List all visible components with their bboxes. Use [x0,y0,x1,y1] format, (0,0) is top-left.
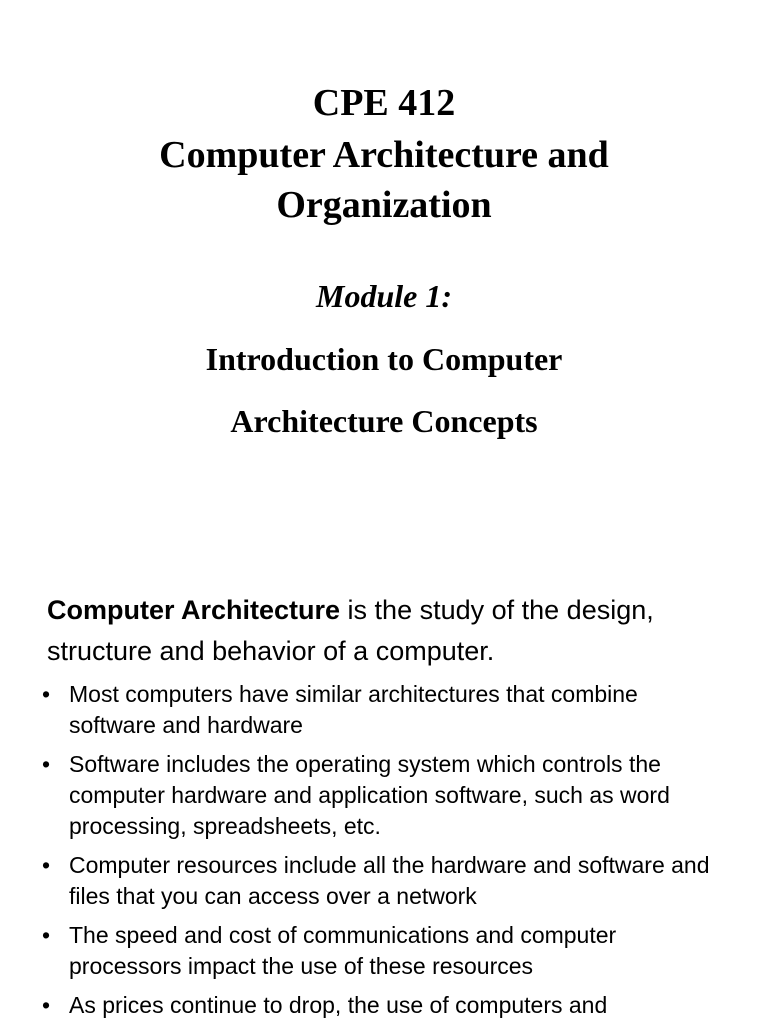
bullet-icon: • [42,751,51,777]
bullet-icon: • [42,852,51,878]
bullet-icon: • [42,922,51,948]
list-item-text: As prices continue to drop, the use of computers and [69,992,608,1018]
list-item [40,679,730,741]
list-item-text: Computer resources include all the hardware and software and files that you can access over a network [69,852,710,909]
bullet-icon: • [42,681,51,707]
module-label: Module 1: [316,278,452,314]
module-title-line-1: Introduction to Computer [205,341,563,377]
course-title: Computer Architecture and Organization [159,134,609,226]
list-item-text: Software includes the operating system which controls the computer hardware and application software, such as word processing, spreadsheets, etc. [69,751,670,839]
list-item [40,850,730,912]
intro-paragraph [47,590,727,672]
content-slide [0,560,768,1024]
bullet-icon: • [42,992,51,1018]
module-block [0,274,768,442]
list-item [40,990,730,1021]
module-title-line-2: Architecture Concepts [230,403,538,439]
course-code: CPE 412 [312,82,456,124]
title-block [0,80,768,230]
intro-term: Computer Architecture [47,595,341,625]
bullet-list [40,679,730,1029]
list-item-text: Most computers have similar architectures that combine software and hardware [69,681,638,738]
list-item-text: The speed and cost of communications and computer processors impact the use of these resources [69,922,617,979]
list-item [40,749,730,842]
list-item [40,920,730,982]
intro-text: is the study of the design, structure and behavior of a computer. [47,595,654,666]
